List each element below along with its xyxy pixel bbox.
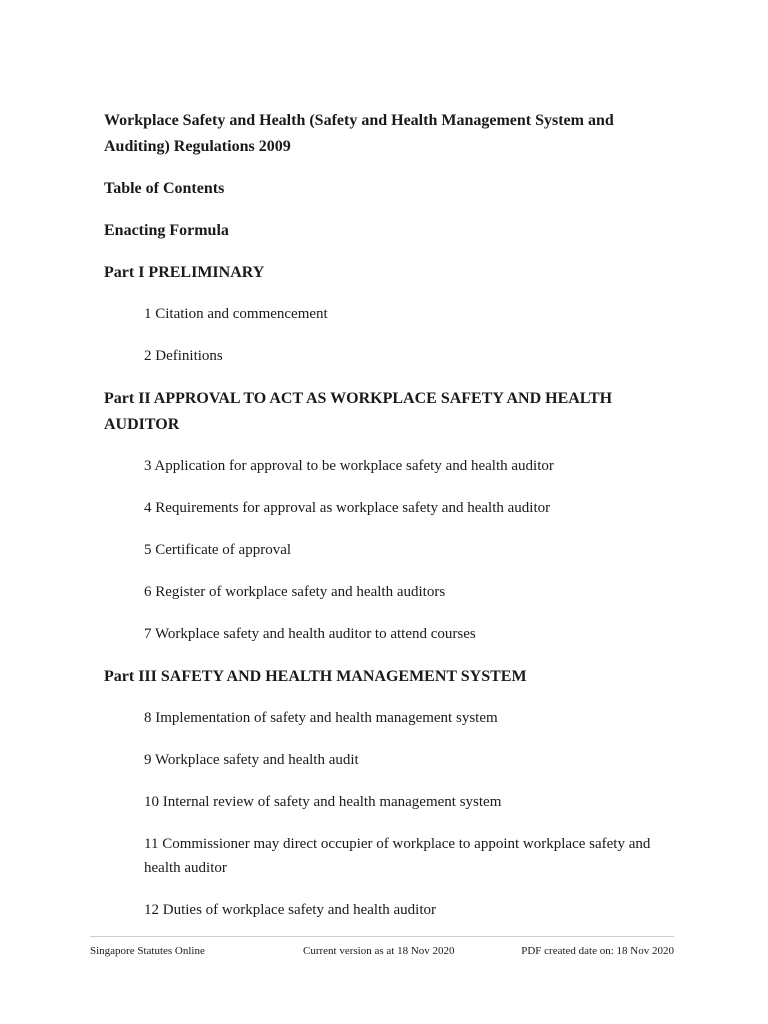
part-1-heading[interactable] bbox=[104, 260, 664, 286]
toc-item-5[interactable]: 5 Certificate of approval bbox=[144, 542, 292, 558]
footer-source: Singapore Statutes Online bbox=[90, 945, 205, 957]
footer-created-date: PDF created date on: 18 Nov 2020 bbox=[521, 945, 674, 957]
part-2-heading-text: Part II APPROVAL TO ACT AS WORKPLACE SAFETY AND HEALTH AUDITOR bbox=[104, 390, 613, 433]
footer-version: Current version as at 18 Nov 2020 bbox=[303, 945, 455, 957]
part-3-heading[interactable] bbox=[104, 664, 664, 690]
toc-item-12[interactable]: 12 Duties of workplace safety and health auditor bbox=[144, 902, 436, 918]
toc-item-1[interactable]: 1 Citation and commencement bbox=[144, 306, 328, 322]
toc-item-6[interactable]: 6 Register of workplace safety and health auditors bbox=[144, 584, 446, 600]
page-footer bbox=[90, 945, 674, 961]
enacting-formula-link[interactable]: Enacting Formula bbox=[104, 222, 229, 239]
toc-item-3[interactable]: 3 Application for approval to be workplace safety and health auditor bbox=[144, 458, 554, 474]
toc-content bbox=[104, 108, 664, 940]
part-3-heading-text: Part III SAFETY AND HEALTH MANAGEMENT SYSTEM bbox=[104, 668, 527, 685]
toc-item-9[interactable]: 9 Workplace safety and health audit bbox=[144, 752, 359, 768]
toc-heading: Table of Contents bbox=[104, 180, 225, 197]
part-2-heading[interactable] bbox=[104, 386, 664, 438]
footer-divider bbox=[90, 936, 674, 937]
part-1-heading-text: Part I PRELIMINARY bbox=[104, 264, 265, 281]
document-title: Workplace Safety and Health (Safety and Health Management System and Auditing) Regulations 2009 bbox=[104, 112, 614, 155]
toc-item-10[interactable]: 10 Internal review of safety and health management system bbox=[144, 794, 502, 810]
toc-item-2[interactable]: 2 Definitions bbox=[144, 348, 223, 364]
toc-item-7[interactable]: 7 Workplace safety and health auditor to attend courses bbox=[144, 626, 476, 642]
toc-item-8[interactable]: 8 Implementation of safety and health management system bbox=[144, 710, 498, 726]
toc-item-4[interactable]: 4 Requirements for approval as workplace safety and health auditor bbox=[144, 500, 551, 516]
toc-item-11[interactable]: 11 Commissioner may direct occupier of workplace to appoint workplace safety and health auditor bbox=[144, 836, 651, 876]
